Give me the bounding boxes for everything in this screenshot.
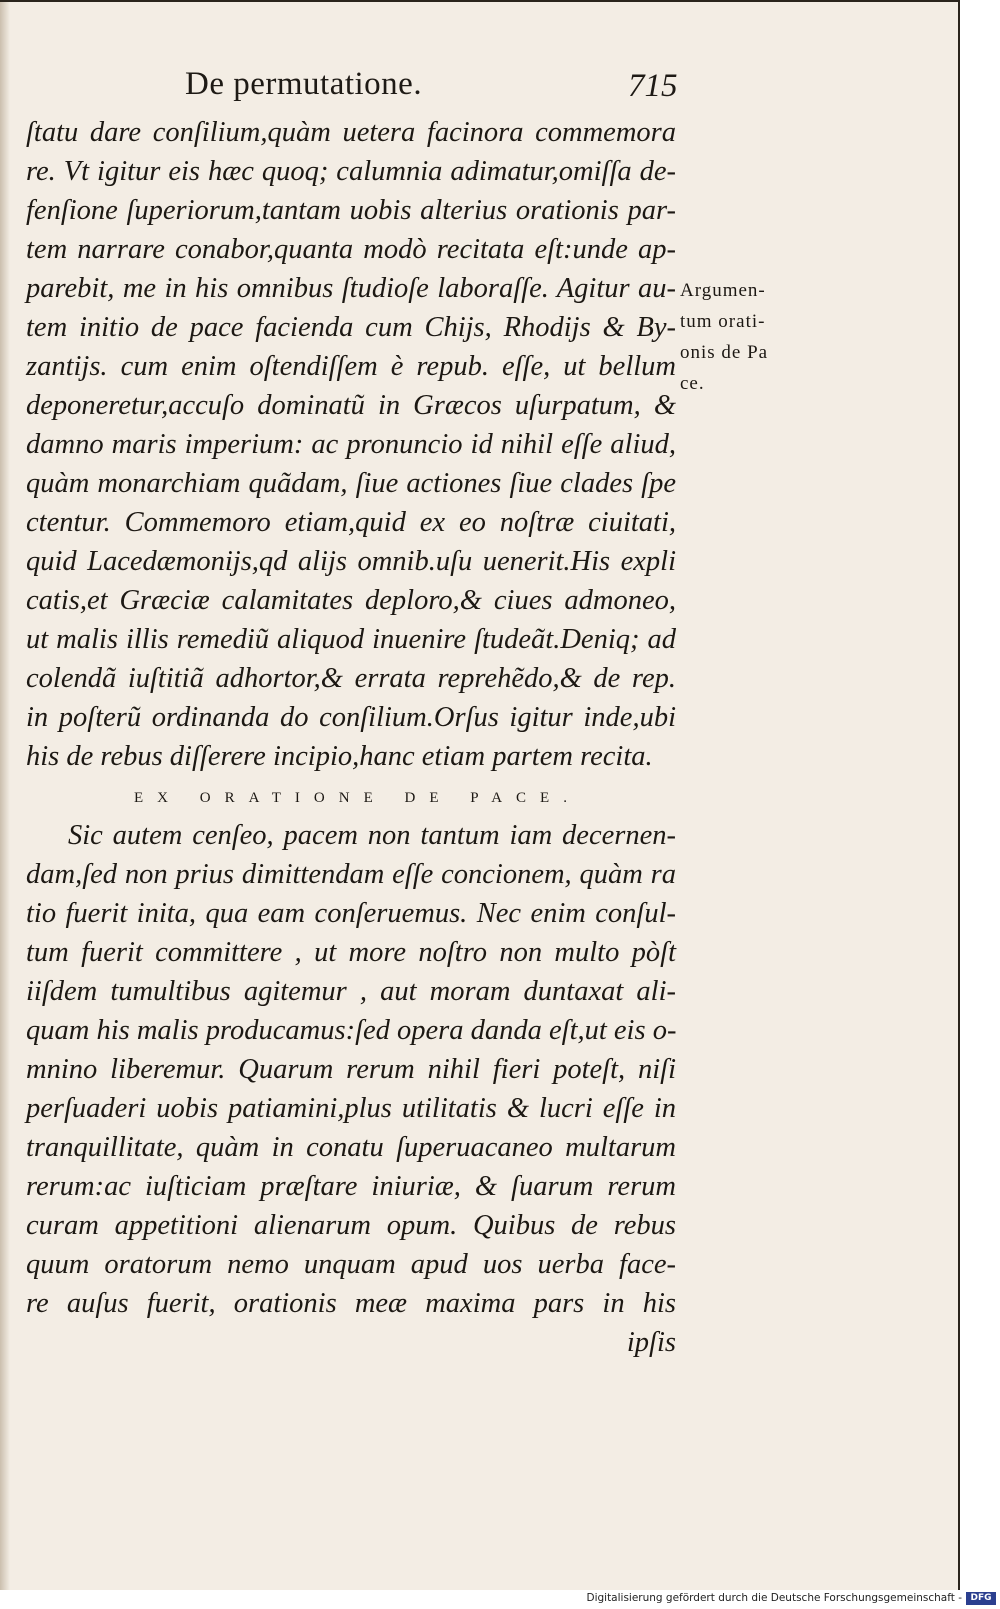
text-line: quam his malis producamus:ſed opera danda eſt,ut eis o- [26,1015,677,1046]
margin-note-line: Argumen- [680,280,766,301]
text-line: tranquillitate, quàm in conatu ſuperuacaneo multarum [26,1132,676,1163]
text-line: tem narrare conabor,quanta modò recitata eſt:unde ap- [26,234,676,265]
text-line: curam appetitioni alienarum opum. Quibus de rebus [26,1210,676,1241]
text-line: tum fuerit committere , ut more noſtro non multo pòſt [26,937,676,968]
text-line: deponeretur,accuſo dominatũ in Græcos uſurpatum, & [26,390,676,421]
text-line: parebit, me in his omnibus ſtudioſe laboraſſe. Agitur au- [26,273,676,304]
section-heading: EX ORATIONE DE PACE. [134,790,581,806]
text-line: Sic autem cenſeo, pacem non tantum iam decernen- [68,820,676,851]
text-line: re auſus fuerit, orationis meæ maxima pars in his [26,1288,676,1319]
footer-bar [0,1590,1000,1609]
text-line: quum oratorum nemo unquam apud uos uerba face- [26,1249,676,1280]
margin-note-line: ce. [680,373,705,394]
text-line: ctentur. Commemoro etiam,quid ex eo noſtræ ciuitati, [26,507,676,538]
text-line: catis,et Græciæ calamitates deploro,& ciues admoneo, [26,585,676,616]
margin-note-line: tum orati- [680,311,766,332]
text-line: zantijs. cum enim oſtendiſſem è repub. eſſe, ut bellum [26,351,676,382]
text-line: fenſione ſuperiorum,tantam uobis alterius orationis par- [26,195,676,226]
running-head-title: De permutatione. [185,66,423,102]
text-line: colendã iuſtitiã adhortor,& errata reprehẽdo,& de rep. [26,663,676,694]
text-line: perſuaderi uobis patiamini,plus utilitatis & lucri eſſe in [26,1093,676,1124]
text-line: quàm monarchiam quãdam, ſiue actiones ſiue clades ſpe [26,468,676,499]
text-line: ſtatu dare conſilium,quàm uetera facinora commemora [26,117,676,148]
text-line: damno maris imperium: ac pronuncio id nihil eſſe aliud, [26,429,676,460]
text-line: his de rebus diſſerere incipio,hanc etiam partem recita. [26,741,653,772]
text-line: in poſterũ ordinanda do conſilium.Orſus igitur inde,ubi [26,702,676,733]
binding-shadow [0,2,10,1590]
body-text [26,113,676,1362]
text-line: dam,ſed non prius dimittendam eſſe concionem, quàm ra [26,859,676,890]
running-head [0,66,1000,116]
text-line: quid Lacedæmonijs,qd alijs omnib.uſu uenerit.His expli [26,546,676,577]
text-line: iiſdem tumultibus agitemur , aut moram duntaxat ali- [26,976,676,1007]
page-number: 715 [628,68,678,104]
margin-note [680,275,820,399]
catchword: ipſis [626,1327,676,1358]
text-line: re. Vt igitur eis hæc quoq; calumnia adimatur,omiſſa de- [26,156,676,187]
text-line: rerum:ac iuſticiam præſtare iniuriæ, & ſuarum rerum [26,1171,676,1202]
text-line: mnino liberemur. Quarum rerum nihil fieri poteſt, niſi [26,1054,676,1085]
text-line: ut malis illis remediũ aliquod inuenire ſtudeãt.Deniq; ad [26,624,676,655]
funding-credit: Digitalisierung gefördert durch die Deutsche Forschungsgemeinschaft - [586,1592,962,1604]
margin-note-line: onis de Pa [680,342,769,363]
dfg-logo: DFG [966,1592,996,1605]
text-line: tem initio de pace facienda cum Chijs, Rhodijs & By- [26,312,676,343]
text-line: tio fuerit inita, qua eam conſeruemus. Nec enim conſul- [26,898,676,929]
